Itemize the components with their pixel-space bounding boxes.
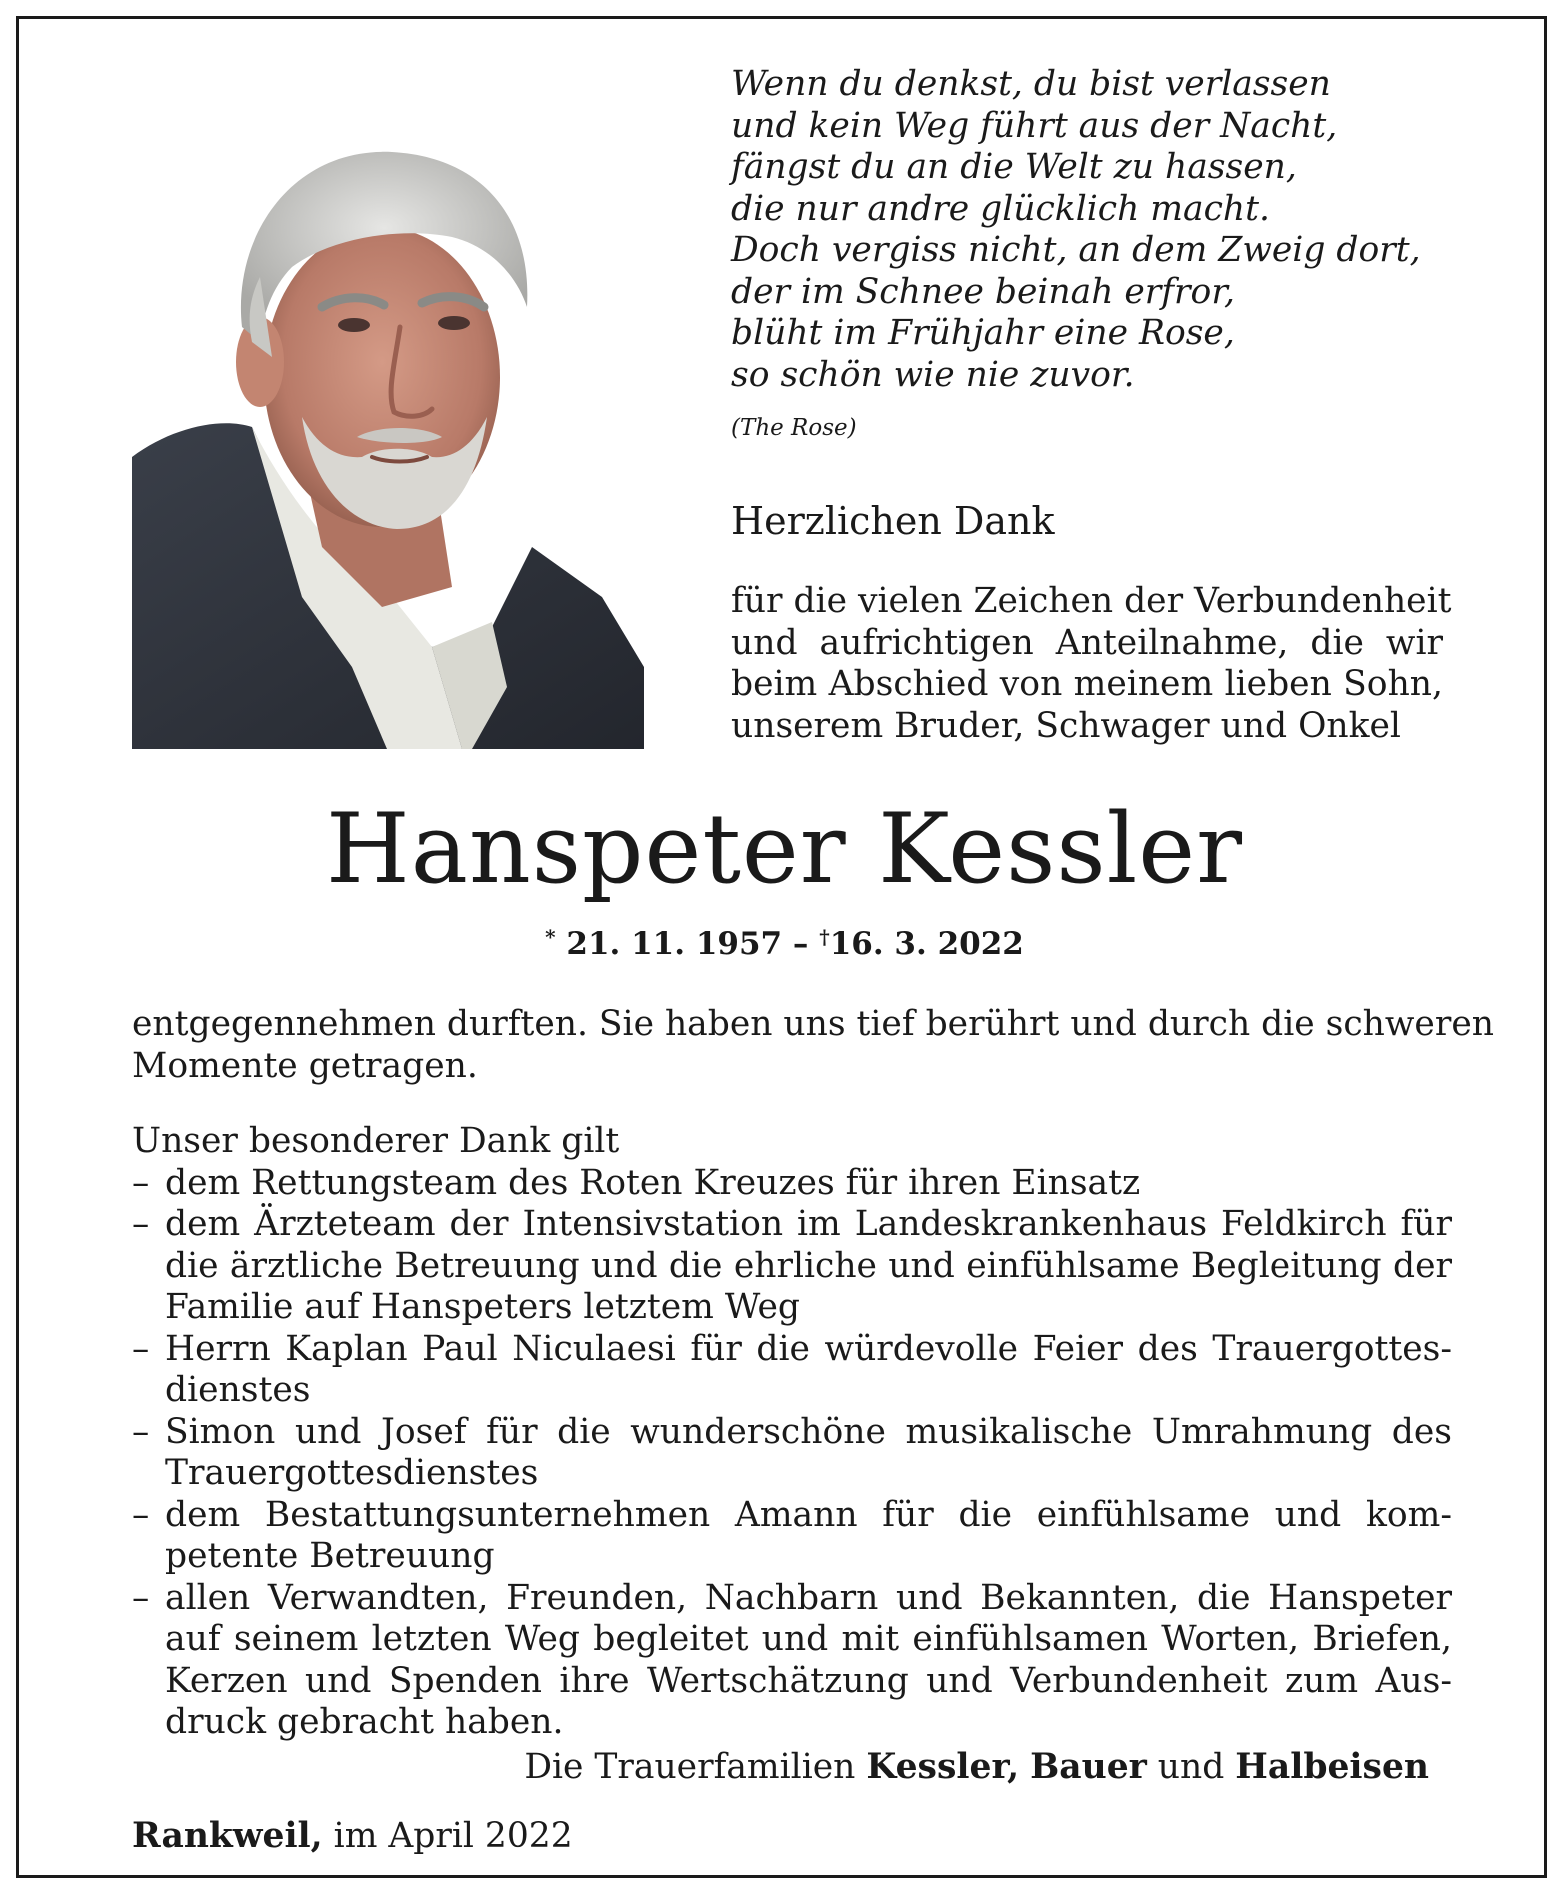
list-item-line: auf seinem letzten Weg begleitet und mit einfühlsamen Worten, Briefen, xyxy=(165,1619,1452,1659)
thanks-line: unserem Bruder, Schwager und Onkel xyxy=(731,705,1401,746)
special-thanks xyxy=(132,1121,1452,1744)
birth-symbol: * xyxy=(545,925,556,949)
list-item-line: allen Verwandten, Freunden, Nachbarn und Bekannten, die Hanspeter xyxy=(165,1577,1452,1618)
list-item-line: Kerzen und Spenden ihre Wertschätzung und Verbundenheit zum Aus- xyxy=(165,1660,1452,1701)
life-dates xyxy=(19,925,1550,962)
special-thanks-heading: Unser besonderer Dank gilt xyxy=(132,1121,620,1161)
poem-line: die nur andre glücklich macht. xyxy=(731,188,1270,229)
portrait-image xyxy=(132,127,644,749)
place: Rankweil, xyxy=(132,1816,323,1856)
portrait-photo xyxy=(132,127,644,749)
intro-line: Momente getragen. xyxy=(132,1045,478,1086)
family-name: Halbeisen xyxy=(1235,1747,1429,1787)
place-date xyxy=(132,1816,573,1856)
list-item-line: Herrn Kaplan Paul Niculaesi für die würdevolle Feier des Trauergottes- xyxy=(165,1328,1452,1369)
thanks-text xyxy=(731,581,1452,747)
list-item xyxy=(132,1329,1452,1412)
signature-conjunction: und xyxy=(1157,1747,1225,1787)
list-item-line: dienstes xyxy=(165,1370,311,1410)
intro-line: entgegennehmen durften. Sie haben uns tief berührt und durch die schweren xyxy=(132,1004,1494,1044)
list-item-line: dem Ärzteteam der Intensivstation im Landeskrankenhaus Feldkirch für xyxy=(165,1204,1452,1244)
deceased-name: Hanspeter Kessler xyxy=(326,793,1243,905)
poem-line: Doch vergiss nicht, an dem Zweig dort, xyxy=(731,230,1421,270)
poem xyxy=(731,64,1491,396)
family-name: Bauer xyxy=(1030,1747,1147,1787)
signature xyxy=(19,1747,1429,1787)
thanks-line: für die vielen Zeichen der Verbundenheit xyxy=(731,581,1452,621)
thanks-heading: Herzlichen Dank xyxy=(731,499,1055,543)
date-separator: – xyxy=(792,926,809,962)
thanks-line: und aufrichtigen Anteilnahme, die wir xyxy=(731,622,1443,663)
poem-line: und kein Weg führt aus der Nacht, xyxy=(731,105,1338,146)
signature-prefix: Die Trauerfamilien xyxy=(524,1747,856,1787)
intro-text xyxy=(132,1004,1494,1087)
list-item-line: petente Betreuung xyxy=(165,1536,495,1576)
list-dash: – xyxy=(132,1162,150,1203)
list-item-line: Familie auf Hanspeters letztem Weg xyxy=(165,1287,801,1327)
list-item xyxy=(132,1495,1452,1578)
list-dash: – xyxy=(132,1411,150,1452)
death-date: 16. 3. 2022 xyxy=(829,926,1024,962)
list-item-line: Simon und Josef für die wunderschöne musikalische Umrahmung des xyxy=(165,1411,1452,1452)
poem-credit: (The Rose) xyxy=(731,415,857,441)
poem-line: fängst du an die Welt zu hassen, xyxy=(731,147,1297,187)
date: im April 2022 xyxy=(333,1816,573,1856)
list-item-line: dem Bestattungsunternehmen Amann für die einfühlsame und kom- xyxy=(165,1494,1452,1535)
birth-date: 21. 11. 1957 xyxy=(566,926,783,962)
list-item xyxy=(132,1578,1452,1744)
list-dash: – xyxy=(132,1328,150,1369)
list-dash: – xyxy=(132,1204,150,1244)
list-item xyxy=(132,1163,1452,1205)
list-item-line: Trauergottesdienstes xyxy=(165,1453,539,1493)
list-item xyxy=(132,1204,1452,1329)
family-name: Kessler, xyxy=(866,1747,1020,1787)
list-item-line: druck gebracht haben. xyxy=(165,1702,564,1742)
obituary-frame xyxy=(16,16,1547,1878)
list-dash: – xyxy=(132,1577,150,1618)
list-item-line: die ärztliche Betreuung und die ehrliche und einfühlsame Begleitung der xyxy=(165,1245,1452,1286)
poem-line: so schön wie nie zuvor. xyxy=(731,354,1135,395)
poem-line: der im Schnee beinah erfror, xyxy=(731,271,1235,312)
death-symbol: † xyxy=(819,925,830,949)
poem-line: Wenn du denkst, du bist verlassen xyxy=(731,64,1331,104)
list-item-line: dem Rettungsteam des Roten Kreuzes für ihren Einsatz xyxy=(165,1162,1141,1203)
poem-line: blüht im Frühjahr eine Rose, xyxy=(731,313,1235,353)
list-dash: – xyxy=(132,1494,150,1535)
thanks-line: beim Abschied von meinem lieben Sohn, xyxy=(731,664,1443,704)
list-item xyxy=(132,1412,1452,1495)
